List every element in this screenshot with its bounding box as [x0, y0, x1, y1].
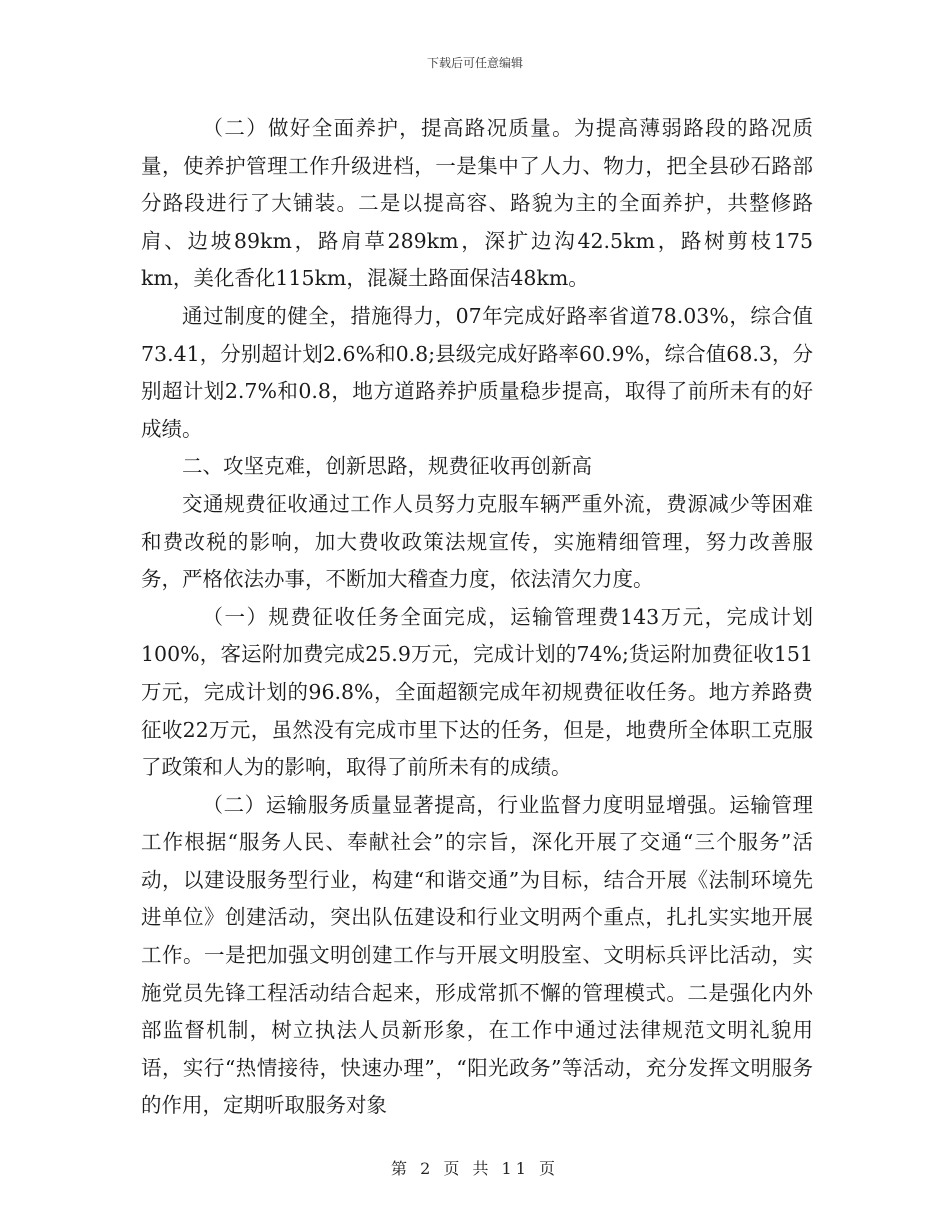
paragraph-road-rate-results: 通过制度的健全，措施得力，07年完成好路率省道78.03%，综合值73.41，分别超计划2.6%和0.8;县级完成好路率60.9%，综合值68.3，分别超计划2.7%和0.8，地方道路养护质量稳步提高，取得了前所未有的好成绩。: [141, 303, 813, 441]
paragraph-service-quality: （二）运输服务质量显著提高，行业监督力度明显增强。运输管理工作根据“服务人民、奉献社会”的宗旨，深化开展了交通“三个服务”活动，以建设服务型行业，构建“和谐交通”为目标，结合开展《法制环境先进单位》创建活动，突出队伍建设和行业文明两个重点，扎扎实实地开展工作。一是把加强文明创建工作与开展文明股室、文明标兵评比活动，实施党员先锋工程活动结合起来，形成常抓不懈的管理模式。二是强化内外部监督机制，树立执法人员新形象，在工作中通过法律规范文明礼貌用语，实行“热情接待，快速办理”，“阳光政务”等活动，充分发挥文明服务的作用，定期听取服务对象: [141, 792, 813, 1118]
page-header-note: 下载后可任意编辑: [426, 56, 523, 70]
page-number-footer: 第 2 页 共 11 页: [391, 1159, 559, 1178]
paragraph-fee-tasks-completed: （一）规费征收任务全面完成，运输管理费143万元，完成计划100%，客运附加费完成25.9万元，完成计划的74%;货运附加费征收151万元，完成计划的96.8%，全面超额完成年初规费征收任务。地方养路费征收22万元，虽然没有完成市里下达的任务，但是，地费所全体职工克服了政策和人为的影响，取得了前所未有的成绩。: [141, 604, 813, 780]
document-body: [141, 110, 813, 1125]
paragraph-fee-collection-intro: 交通规费征收通过工作人员努力克服车辆严重外流，费源减少等困难和费改税的影响，加大费收政策法规宣传，实施精细管理，努力改善服务，严格依法办事，不断加大稽查力度，依法清欠力度。: [141, 491, 813, 592]
section-heading-fee-collection: 二、攻坚克难，创新思路，规费征收再创新高: [182, 454, 592, 479]
paragraph-maintenance-quality: （二）做好全面养护，提高路况质量。为提高薄弱路段的路况质量，使养护管理工作升级进档，一是集中了人力、物力，把全县砂石路部分路段进行了大铺装。二是以提高容、路貌为主的全面养护，共整修路肩、边坡89km，路肩草289km，深扩边沟42.5km，路树剪枝175 km，美化香化115km，混凝土路面保洁48km。: [141, 116, 813, 291]
